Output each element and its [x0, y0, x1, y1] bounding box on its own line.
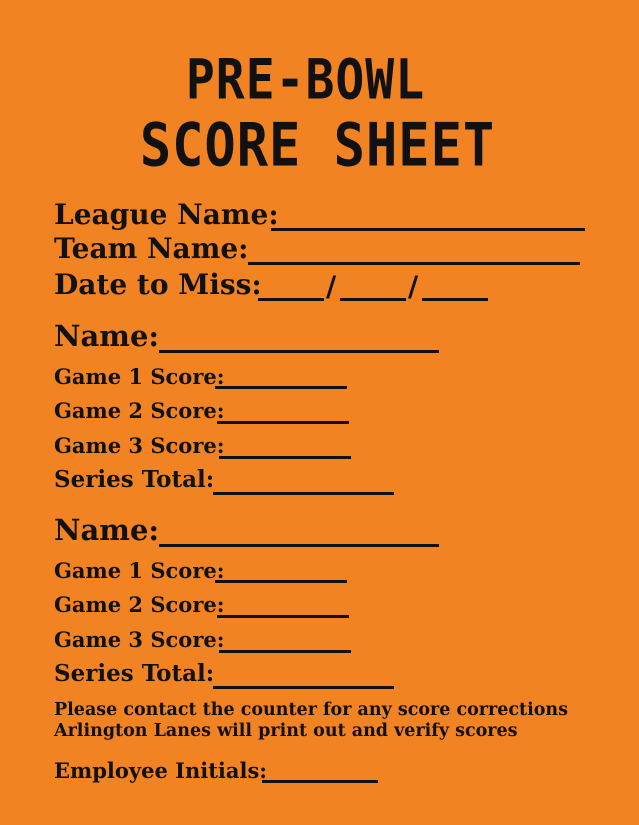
bowler-2-game-2-label: Game 2 Score:	[54, 592, 225, 617]
title-line-2: SCORE SHEET	[139, 111, 496, 181]
bowler-2-name-field[interactable]	[159, 544, 439, 547]
bowler-2-series-field[interactable]	[213, 686, 394, 689]
league-name-field[interactable]	[271, 228, 585, 231]
bowler-1-game-2-field[interactable]	[217, 421, 349, 424]
date-day-field[interactable]	[340, 298, 406, 301]
bowler-1-series-label: Series Total:	[54, 466, 215, 493]
bowler-1-game-1-field[interactable]	[215, 386, 347, 389]
note-corrections: Please contact the counter for any score corrections	[54, 700, 569, 720]
date-separator-2: /	[408, 270, 419, 303]
bowler-2-game-3-label: Game 3 Score:	[54, 627, 225, 652]
bowler-1-game-3-field[interactable]	[219, 456, 351, 459]
bowler-1-game-2-label: Game 2 Score:	[54, 398, 225, 423]
date-separator-1: /	[326, 270, 337, 303]
bowler-2-game-2-field[interactable]	[217, 615, 349, 618]
bowler-2-game-3-field[interactable]	[219, 650, 351, 653]
bowler-2-series-label: Series Total:	[54, 660, 215, 687]
date-month-field[interactable]	[258, 298, 324, 301]
employee-initials-field[interactable]	[262, 780, 378, 783]
team-name-label: Team Name:	[54, 232, 249, 265]
bowler-2-name-label: Name:	[54, 513, 160, 547]
note-verify: Arlington Lanes will print out and verify scores	[54, 721, 518, 741]
employee-initials-label: Employee Initials:	[54, 758, 268, 783]
bowler-1-series-field[interactable]	[213, 492, 394, 495]
bowler-1-game-1-label: Game 1 Score:	[54, 364, 225, 389]
bowler-2-game-1-label: Game 1 Score:	[54, 558, 225, 583]
team-name-field[interactable]	[248, 262, 580, 265]
bowler-1-name-label: Name:	[54, 319, 160, 353]
bowler-1-game-3-label: Game 3 Score:	[54, 433, 225, 458]
bowler-2-game-1-field[interactable]	[215, 580, 347, 583]
bowler-1-name-field[interactable]	[159, 350, 439, 353]
title-line-1: PRE-BOWL	[185, 47, 426, 113]
date-to-miss-label: Date to Miss:	[54, 268, 262, 301]
date-year-field[interactable]	[422, 298, 488, 301]
league-name-label: League Name:	[54, 198, 279, 231]
